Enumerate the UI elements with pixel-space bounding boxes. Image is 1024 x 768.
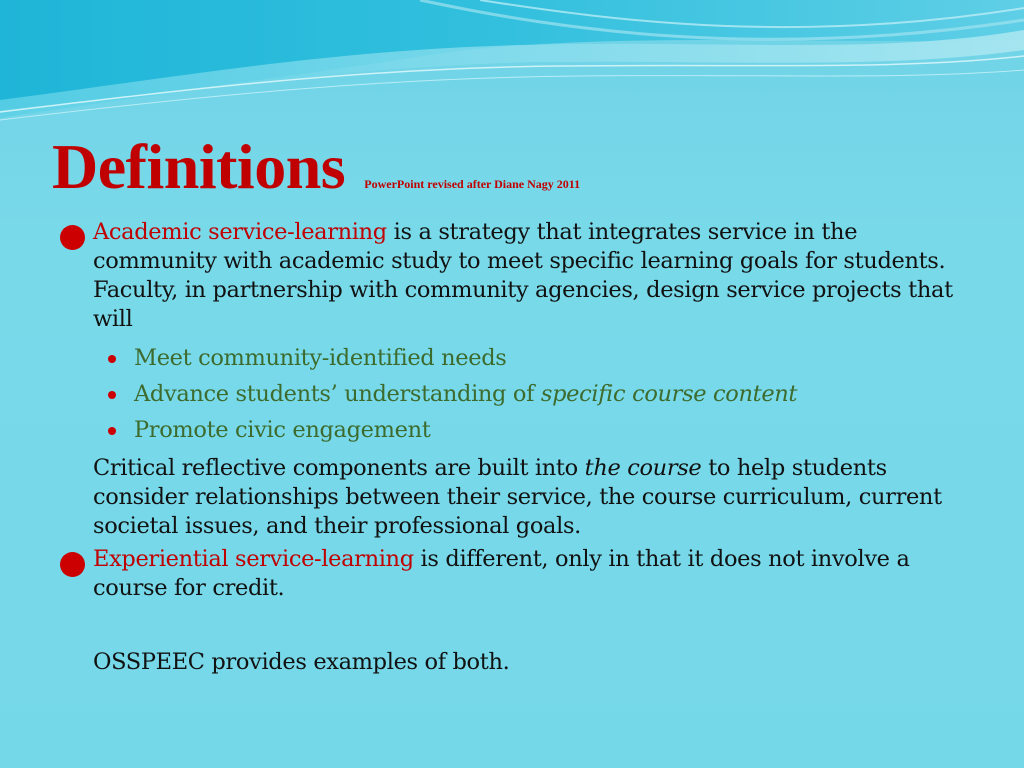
sub-item (58, 376, 970, 412)
reflective-after: to help students consider relationships between their service, the course curriculum, current societal issues, and their professional goals. (93, 455, 942, 539)
term-academic-service-learning: Academic service-learning (93, 219, 387, 245)
slide-credit: PowerPoint revised after Diane Nagy 2011 (364, 177, 581, 191)
red-circle-bullet-icon (60, 552, 85, 577)
reflective-emphasis: the course (584, 455, 702, 481)
slide-title: Definitions (52, 131, 346, 202)
slide-content (58, 218, 970, 677)
term-experiential-service-learning: Experiential service-learning (93, 546, 414, 572)
red-circle-bullet-icon (60, 225, 85, 250)
decorative-wave-header (0, 0, 1024, 140)
small-red-dot-icon (108, 427, 116, 435)
small-red-dot-icon (108, 355, 116, 363)
title-row (52, 130, 580, 204)
small-red-dot-icon (108, 391, 116, 399)
sub-item-emphasis: specific course content (540, 381, 798, 407)
reflective-before: Critical reflective components are built into (93, 455, 585, 481)
bullet-academic-text: is a strategy that integrates service in the community with academic study to meet specific learning goals for students. Faculty, in partnership with community agencies, design service projects that will (93, 219, 953, 332)
sub-list (58, 340, 970, 448)
sub-item-text: Advance students’ understanding of (134, 381, 541, 407)
bullet-academic (58, 218, 970, 334)
bullet-experiential-text: is different, only in that it does not involve a course for credit. (93, 546, 910, 601)
sub-item (58, 340, 970, 376)
sub-item-text: Meet community-identified needs (134, 345, 507, 371)
sub-item (58, 412, 970, 448)
closing-line: OSSPEEC provides examples of both. (93, 649, 510, 675)
reflective-paragraph (58, 454, 970, 541)
bullet-experiential (58, 545, 970, 603)
sub-item-text: Promote civic engagement (134, 417, 431, 443)
